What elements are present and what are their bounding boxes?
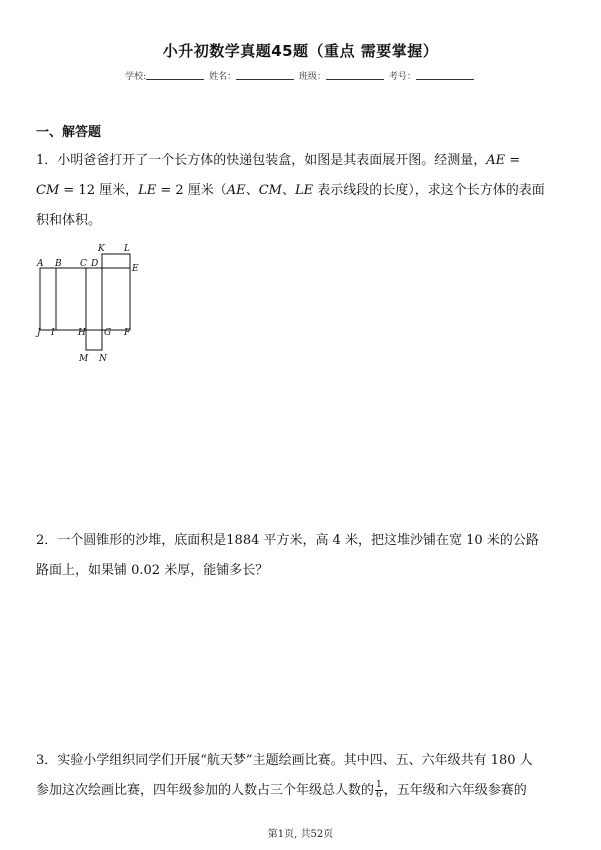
class-blank bbox=[326, 70, 384, 80]
box-net-figure bbox=[30, 240, 150, 365]
question-1 bbox=[36, 146, 568, 236]
question-3-line-1: 3．实验小学组织同学们开展“航天梦”主题绘画比赛。其中四、五、六年级共有 180 人 bbox=[36, 753, 533, 768]
question-2-line-2: 路面上，如果铺 0.02 米厚，能铺多长？ bbox=[36, 563, 269, 578]
question-3 bbox=[36, 746, 568, 806]
name-blank bbox=[236, 70, 294, 80]
label-m: M bbox=[79, 354, 89, 364]
exam-number-blank bbox=[416, 70, 474, 80]
question-2 bbox=[36, 526, 568, 586]
net-main-rect bbox=[40, 268, 130, 330]
label-i: I bbox=[51, 328, 55, 338]
label-b: B bbox=[55, 259, 62, 269]
label-g: G bbox=[104, 328, 112, 338]
question-1-line-3: 积和体积。 bbox=[36, 213, 102, 228]
question-2-line-1: 2．一个圆锥形的沙堆，底面积是1884 平方米，高 4 米，把这堆沙铺在宽 10 米的公路 bbox=[36, 533, 539, 548]
student-info-line bbox=[0, 69, 601, 82]
label-a: A bbox=[37, 259, 44, 269]
section-heading: 一、解答题 bbox=[36, 125, 102, 140]
question-3-line-2: 参加这次绘画比赛，四年级参加的人数占三个年级总人数的 $\frac{1}{6}$ ，五年级和六年级参赛的 bbox=[36, 780, 527, 800]
school-label: 学校: bbox=[125, 72, 147, 82]
page-title: 小升初数学真题45题（重点 需要掌握） bbox=[162, 42, 439, 60]
name-label: 姓名： bbox=[209, 72, 237, 82]
exam-number-label: 考号： bbox=[388, 72, 416, 82]
question-1-line-1: 1．小明爸爸打开了一个长方体的快递包装盒，如图是其表面展开图。经测量，AE = bbox=[36, 153, 521, 168]
fraction-one-sixth: $\frac{1}{6}$ bbox=[376, 780, 382, 800]
label-j: J bbox=[37, 328, 41, 338]
class-label: 班级： bbox=[298, 72, 326, 82]
label-d: D bbox=[91, 259, 99, 269]
label-c: C bbox=[80, 259, 87, 269]
net-top-flap bbox=[102, 254, 130, 268]
label-f: F bbox=[124, 328, 131, 338]
label-e: E bbox=[132, 264, 139, 274]
label-n: N bbox=[99, 354, 107, 364]
label-k: K bbox=[98, 244, 105, 254]
net-bottom-flap bbox=[86, 330, 102, 350]
label-h: H bbox=[78, 328, 86, 338]
page-footer: 第1页, 共52页 bbox=[267, 829, 334, 840]
label-l: L bbox=[124, 244, 130, 254]
question-1-line-2: CM = 12 厘米，LE = 2 厘米（AE、CM、LE 表示线段的长度），求这个长方体的表面 bbox=[36, 183, 545, 198]
school-blank bbox=[146, 70, 204, 80]
